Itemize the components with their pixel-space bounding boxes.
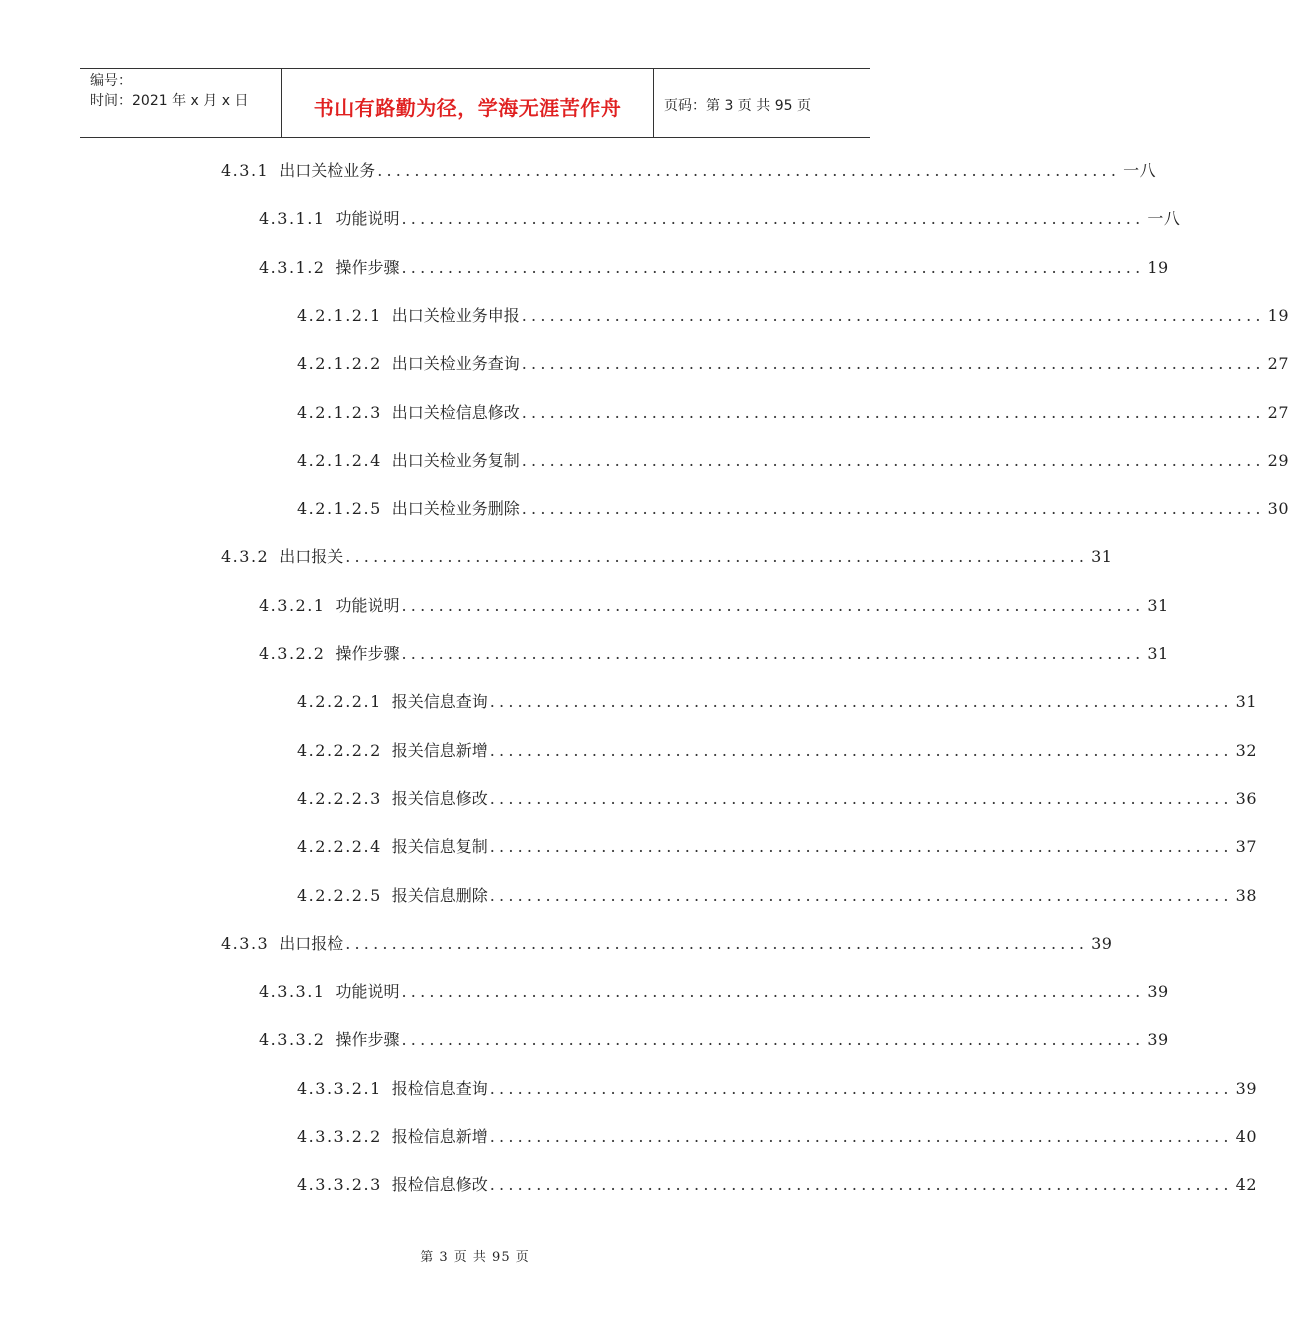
toc-entry-page: 19: [1267, 305, 1289, 325]
toc-leader-dots: ................................................................................: [489, 1127, 1233, 1146]
toc-entry-page: 27: [1267, 354, 1289, 374]
toc-entry-number: 4.3.1.1: [259, 209, 326, 229]
toc-entry-page: 一八: [1123, 161, 1157, 180]
header-time-label: 时间：2021 年 x 月 x 日: [90, 93, 249, 109]
toc-entry[interactable]: [221, 544, 1113, 574]
toc-leader-dots: ................................................................................: [489, 1175, 1233, 1195]
toc-leader-dots: ................................................................................: [489, 740, 1233, 760]
toc-leader-dots: ................................................................................: [401, 644, 1145, 663]
toc-entry-title: 功能说明: [335, 595, 400, 615]
toc-entry-title: 报关信息复制: [391, 837, 488, 857]
toc-entry-page: 30: [1267, 499, 1289, 519]
toc-entry[interactable]: [297, 303, 1289, 333]
toc-entry-title: 功能说明: [335, 982, 400, 1002]
document-header: [80, 68, 870, 138]
toc-entry-number: 4.3.2: [221, 547, 270, 567]
toc-entry-page: 36: [1235, 788, 1257, 808]
toc-entry-number: 4.2.2.2.4: [297, 837, 382, 857]
toc-entry-number: 4.3.3.2.3: [297, 1175, 382, 1195]
toc-entry-title: 报检信息新增: [391, 1127, 488, 1146]
toc-entry-title: 功能说明: [335, 209, 400, 229]
toc-entry[interactable]: [297, 834, 1257, 864]
toc-leader-dots: ................................................................................: [489, 837, 1233, 857]
header-page-info: 页码：第 3 页 共 95 页: [664, 98, 811, 114]
toc-leader-dots: ................................................................................: [521, 450, 1265, 470]
header-meta: [80, 69, 282, 137]
toc-leader-dots: ................................................................................: [489, 1078, 1233, 1098]
toc-entry-number: 4.2.1.2.2: [297, 354, 382, 374]
toc-entry-title: 出口关检信息修改: [391, 402, 520, 422]
header-page-info-cell: [654, 69, 870, 137]
header-motto: 书山有路勤为径，学海无涯苦作舟: [313, 95, 622, 120]
toc-entry-title: 出口关检业务申报: [391, 305, 520, 325]
toc-entry-title: 出口关检业务删除: [391, 499, 520, 519]
toc-leader-dots: ................................................................................: [521, 305, 1265, 325]
toc-leader-dots: ................................................................................: [521, 402, 1265, 422]
toc-entry[interactable]: [221, 931, 1113, 961]
toc-entry-page: 27: [1267, 402, 1289, 422]
toc-entry[interactable]: [259, 255, 1169, 285]
toc-entry-number: 4.2.1.2.5: [297, 499, 382, 519]
toc-entry-page: 31: [1091, 547, 1113, 567]
toc-entry-number: 4.3.3: [221, 933, 270, 953]
toc-entry-title: 出口关检业务: [279, 161, 376, 180]
toc-leader-dots: ................................................................................: [489, 885, 1233, 905]
toc-entry-page: 37: [1235, 837, 1257, 857]
toc-leader-dots: ................................................................................: [489, 692, 1233, 712]
toc-entry-page: 31: [1147, 595, 1169, 615]
toc-entry[interactable]: [297, 1124, 1257, 1154]
toc-entry[interactable]: [259, 593, 1169, 623]
toc-entry-page: 29: [1267, 450, 1289, 470]
toc-entry-number: 4.2.2.2.2: [297, 740, 382, 760]
toc-leader-dots: ................................................................................: [401, 257, 1145, 277]
toc-entry-title: 出口报检: [279, 933, 344, 953]
toc-entry-number: 4.3.3.2: [259, 1030, 326, 1050]
toc-entry[interactable]: [297, 689, 1257, 719]
toc-entry[interactable]: [259, 206, 1181, 236]
toc-entry-page: 一八: [1147, 209, 1181, 229]
toc-entry-number: 4.3.3.1: [259, 982, 326, 1002]
toc-entry-page: 38: [1235, 885, 1257, 905]
toc-leader-dots: ................................................................................: [401, 1030, 1145, 1050]
toc-entry[interactable]: [297, 400, 1289, 430]
toc-entry-number: 4.2.1.2.4: [297, 450, 382, 470]
toc-entry-title: 报关信息修改: [391, 788, 488, 808]
toc-entry-number: 4.3.3.2.2: [297, 1127, 382, 1146]
toc-leader-dots: ................................................................................: [345, 547, 1089, 567]
toc-leader-dots: ................................................................................: [521, 499, 1265, 519]
header-motto-cell: [282, 69, 654, 137]
toc-leader-dots: ................................................................................: [401, 209, 1145, 229]
toc-entry[interactable]: [221, 158, 1157, 188]
toc-entry-title: 报关信息新增: [391, 740, 488, 760]
toc-entry-page: 42: [1235, 1175, 1257, 1195]
toc-entry-title: 报检信息查询: [391, 1078, 488, 1098]
toc-entry-title: 操作步骤: [335, 644, 400, 663]
toc-entry-page: 31: [1235, 692, 1257, 712]
toc-entry-title: 出口关检业务查询: [391, 354, 520, 374]
toc-entry[interactable]: [259, 641, 1169, 671]
toc-leader-dots: ................................................................................: [401, 982, 1145, 1002]
toc-entry-number: 4.2.1.2.1: [297, 305, 382, 325]
toc-leader-dots: ................................................................................: [345, 933, 1089, 953]
toc-entry[interactable]: [297, 496, 1289, 526]
toc-entry-page: 39: [1235, 1078, 1257, 1098]
toc-entry[interactable]: [259, 1027, 1169, 1057]
toc-entry-title: 报关信息查询: [391, 692, 488, 712]
toc-entry-page: 39: [1147, 982, 1169, 1002]
toc-entry-page: 32: [1235, 740, 1257, 760]
toc-entry-number: 4.2.1.2.3: [297, 402, 382, 422]
toc-entry-title: 报检信息修改: [391, 1175, 488, 1195]
toc-leader-dots: ................................................................................: [489, 788, 1233, 808]
toc-entry-number: 4.2.2.2.3: [297, 788, 382, 808]
toc-entry[interactable]: [297, 786, 1257, 816]
toc-entry-title: 报关信息删除: [391, 885, 488, 905]
toc-entry[interactable]: [297, 738, 1257, 768]
toc-entry-page: 19: [1147, 257, 1169, 277]
toc-entry-title: 操作步骤: [335, 1030, 400, 1050]
toc-entry[interactable]: [297, 1172, 1257, 1202]
toc-entry[interactable]: [259, 979, 1169, 1009]
toc-entry[interactable]: [297, 1076, 1257, 1106]
toc-entry-number: 4.3.2.1: [259, 595, 326, 615]
toc-entry-page: 40: [1235, 1127, 1257, 1146]
toc-leader-dots: ................................................................................: [377, 161, 1121, 180]
toc-entry-number: 4.2.2.2.1: [297, 692, 382, 712]
toc-entry[interactable]: [297, 448, 1289, 478]
page-footer: 第 3 页 共 95 页: [420, 1250, 530, 1265]
toc-entry-title: 出口报关: [279, 547, 344, 567]
toc-entry-number: 4.3.3.2.1: [297, 1078, 382, 1098]
toc-entry-number: 4.3.2.2: [259, 644, 326, 663]
header-number-label: 编号：: [90, 73, 132, 89]
toc-entry[interactable]: [297, 351, 1289, 381]
toc-entry-page: 39: [1147, 1030, 1169, 1050]
toc-leader-dots: ................................................................................: [521, 354, 1265, 374]
toc-entry-title: 操作步骤: [335, 257, 400, 277]
toc-entry-title: 出口关检业务复制: [391, 450, 520, 470]
toc-entry-page: 31: [1147, 644, 1169, 663]
toc-entry-page: 39: [1091, 933, 1113, 953]
toc-entry-number: 4.2.2.2.5: [297, 885, 382, 905]
toc-entry[interactable]: [297, 883, 1257, 913]
toc-entry-number: 4.3.1: [221, 161, 270, 180]
toc-entry-number: 4.3.1.2: [259, 257, 326, 277]
toc-leader-dots: ................................................................................: [401, 595, 1145, 615]
